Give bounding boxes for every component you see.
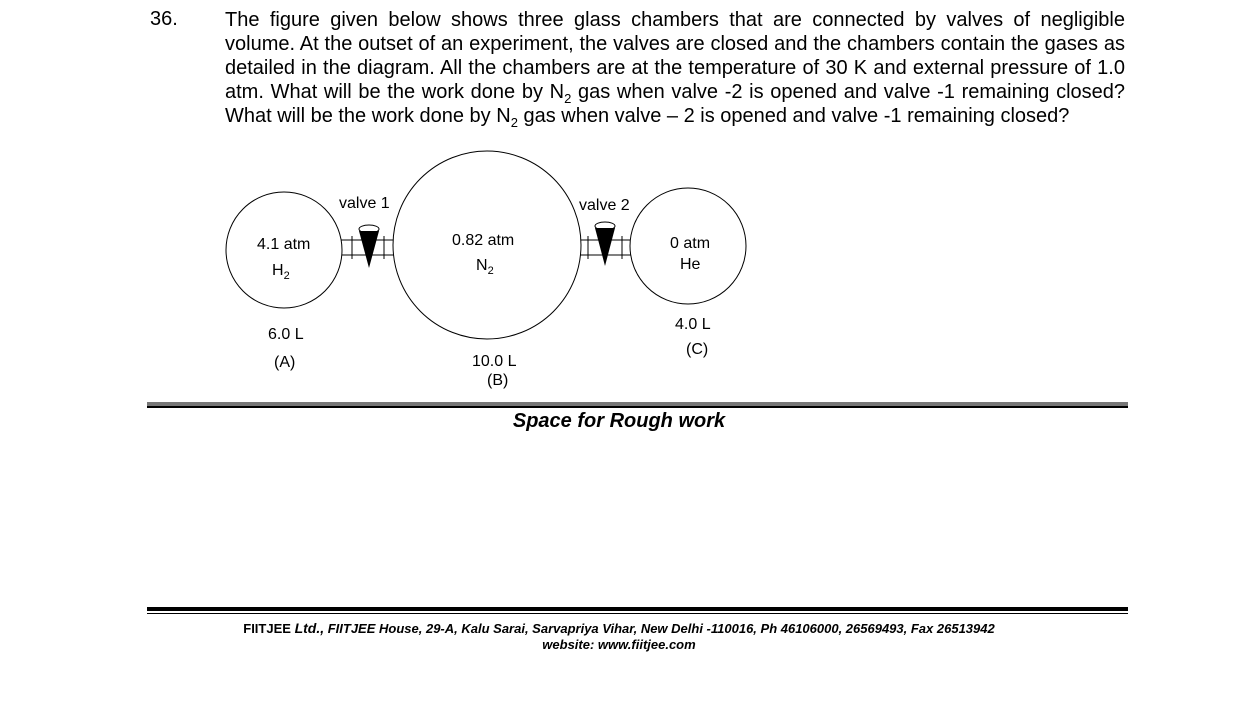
valve-2-icon — [595, 222, 615, 266]
question-text-part-2: gas when valve -2 is opened and valve -1 remaining closed? What will be the work done by N — [225, 81, 1125, 127]
question-number: 36. — [150, 8, 178, 30]
page-footer — [0, 620, 1238, 653]
valve-2-label: valve 2 — [579, 197, 630, 214]
valve-1-icon — [359, 225, 379, 268]
footer-ltd: Ltd., — [294, 620, 325, 636]
footer-divider — [147, 607, 1128, 611]
chamber-a-id: (A) — [274, 354, 296, 371]
chamber-b-gas-symbol: N — [476, 257, 488, 274]
chamber-c-volume: 4.0 L — [675, 316, 711, 333]
footer-divider-thin — [147, 613, 1128, 614]
chamber-a-pressure: 4.1 atm — [257, 236, 311, 253]
rough-work-divider — [147, 402, 1128, 408]
chamber-b-pressure: 0.82 atm — [452, 232, 515, 249]
valve-1-label: valve 1 — [339, 195, 390, 212]
chamber-c-pressure: 0 atm — [670, 235, 711, 252]
chamber-a-gas-subscript: 2 — [283, 270, 290, 282]
footer-brand: FIITJEE — [243, 621, 291, 636]
chamber-c-id: (C) — [686, 341, 709, 358]
footer-address-line — [0, 620, 1238, 637]
footer-address: FIITJEE House, 29-A, Kalu Sarai, Sarvapriya Vihar, New Delhi -110016, Ph 46106000, 26569493, Fax 26513942 — [324, 621, 995, 636]
question-text-part-1: The figure given below shows three glass chambers that are connected by valves of negligible volume. At the outset of an experiment, the valves are closed and the chambers contain the gases as detailed in the diagram. All the chambers are at the temperature of 30 K and external pressure of 1.0 atm. What will be the work done by N — [225, 9, 1125, 103]
chamber-a-gas-symbol: H — [272, 262, 284, 279]
footer-website: website: www.fiitjee.com — [542, 637, 696, 652]
chamber-c-gas: He — [680, 256, 701, 273]
n2-subscript: 2 — [564, 91, 572, 106]
n2-subscript: 2 — [510, 115, 518, 130]
question-text-part-3: gas when valve – 2 is opened and valve -1 remaining closed? — [517, 105, 1070, 127]
rough-work-label: Space for Rough work — [512, 410, 726, 432]
chamber-a-volume: 6.0 L — [268, 326, 304, 343]
chamber-b-volume: 10.0 L — [472, 353, 517, 370]
chamber-b-id: (B) — [487, 372, 509, 389]
chamber-b-gas-subscript: 2 — [487, 265, 494, 277]
